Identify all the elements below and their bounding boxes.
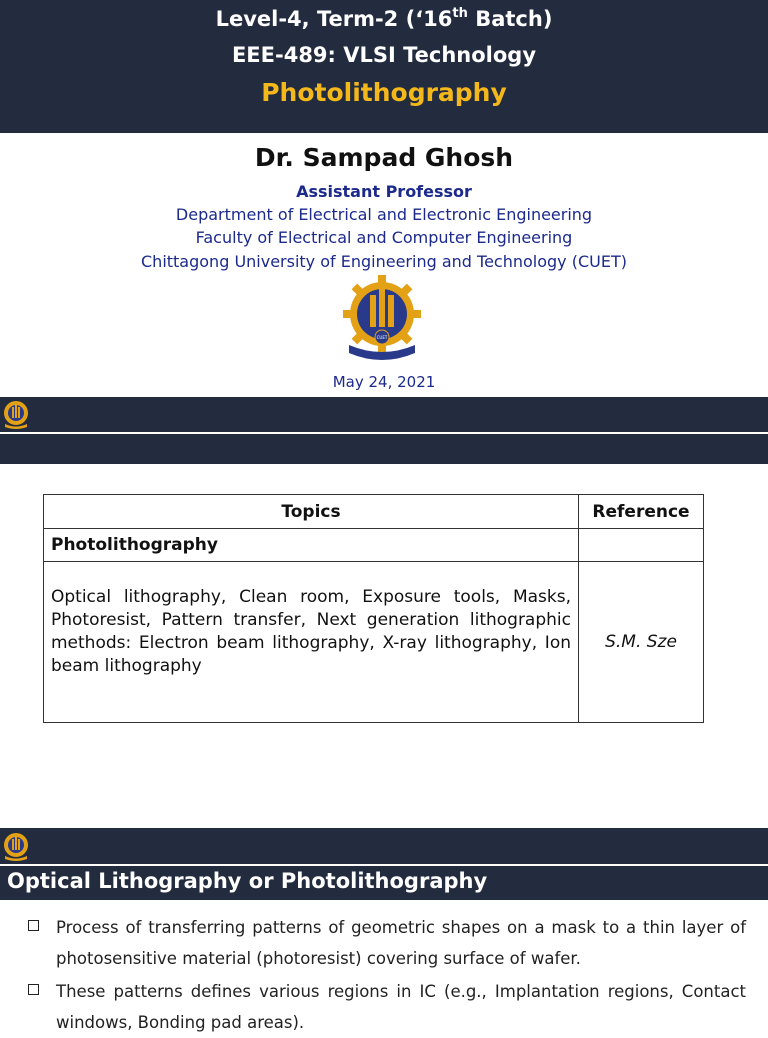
slide2-title-bar <box>0 434 768 464</box>
affiliation-faculty: Faculty of Electrical and Computer Engineering <box>195 228 573 247</box>
course-level-superscript: th <box>452 6 468 21</box>
affiliation-department: Department of Electrical and Electronic Engineering <box>175 205 593 224</box>
topic-description: Optical lithography, Clean room, Exposure tools, Masks, Photoresist, Pattern transfer, Next generation lithographic methods: Electron beam lithography, X-ray lithography, Ion beam lithography <box>44 562 579 723</box>
course-level-line <box>0 7 768 31</box>
reference-header: Reference <box>579 495 704 529</box>
topics-table <box>43 494 704 723</box>
empty-cell <box>579 529 704 562</box>
slide1-header <box>0 0 768 133</box>
table-row <box>44 529 704 562</box>
checkbox-bullet-icon <box>28 984 39 995</box>
author-name: Dr. Sampad Ghosh <box>254 143 514 172</box>
table-header-row <box>44 495 704 529</box>
cuet-logo-small <box>2 399 30 429</box>
reference-value: S.M. Sze <box>579 562 704 723</box>
table-row <box>44 562 704 723</box>
bullet-text: Process of transferring patterns of geometric shapes on a mask to a thin layer of photosensitive material (photoresist) covering surface of wafer. <box>56 918 746 968</box>
bullet-item <box>28 912 746 974</box>
course-title: EEE-489: VLSI Technology <box>231 43 537 67</box>
cuet-logo-text: CUET <box>376 335 388 340</box>
course-batch-text: Batch) <box>467 7 553 31</box>
slide3-title: Optical Lithography or Photolithography <box>7 869 488 893</box>
checkbox-bullet-icon <box>28 920 39 931</box>
course-level-text: Level-4, Term-2 (‘16 <box>215 7 453 31</box>
slide3-header-bar <box>0 828 768 864</box>
slide2-header-bar <box>0 397 768 432</box>
bullet-text: These patterns defines various regions in IC (e.g., Implantation regions, Contact windows, Bonding pad areas). <box>56 982 746 1032</box>
topics-header: Topics <box>44 495 579 529</box>
presentation-date: May 24, 2021 <box>332 373 436 391</box>
bullet-item <box>28 976 746 1038</box>
topic-subheading: Photolithography <box>44 529 579 562</box>
cuet-logo-small <box>2 831 30 861</box>
author-role: Assistant Professor <box>296 182 472 201</box>
affiliation-university: Chittagong University of Engineering and Technology (CUET) <box>141 252 627 271</box>
lecture-title: Photolithography <box>261 78 507 107</box>
cuet-logo <box>343 275 421 363</box>
